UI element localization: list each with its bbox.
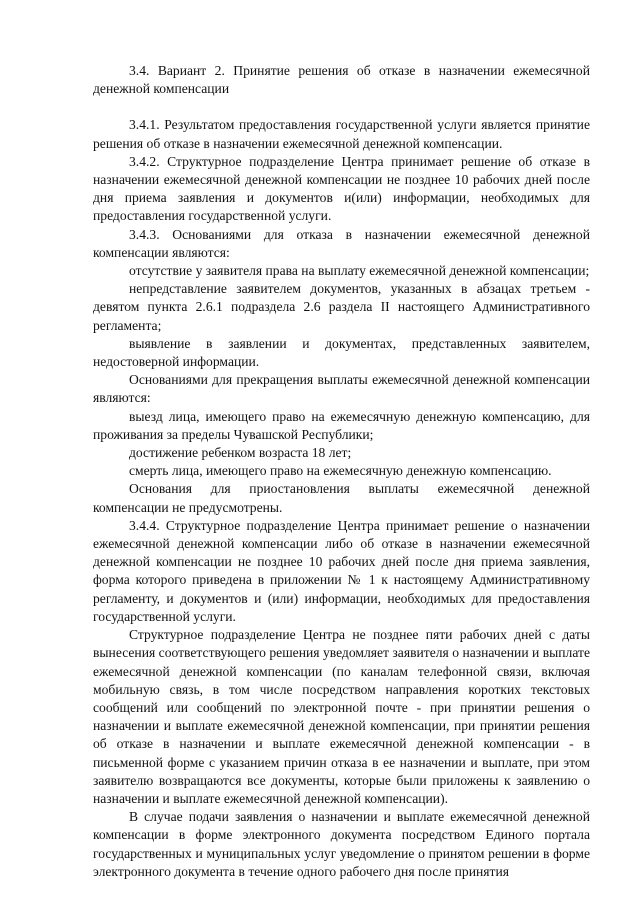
- electronic-notification-paragraph: В случае подачи заявления о назначении и выплате ежемесячной денежной компенсации в форме электронного документа посредством Единого портала государственных и муниципальных услуг уведомление о принятом решении в форме электронного документа в течение одного рабочего дня после принятия: [93, 809, 590, 879]
- paragraph-3-4-4: 3.4.4. Структурное подразделение Центра принимает решение о назначении ежемесячной денежной компенсации либо об отказе в назначении ежемесячной денежной компенсации не позднее 10 рабочих дней после дня приема заявления, форма которого приведена в приложении № 1 к настоящему Административному регламенту, и документов и (или) информации, необходимых для предоставления государственной услуги.: [93, 517, 590, 624]
- paragraph-3-4-3: 3.4.3. Основаниями для отказа в назначении ежемесячной денежной компенсации являются:: [93, 226, 590, 260]
- refusal-ground-2: непредставление заявителем документов, указанных в абзацах третьем - девятом пункта 2.6.1 подраздела 2.6 раздела II настоящего Административного регламента;: [93, 281, 590, 333]
- termination-ground-2: достижение ребенком возраста 18 лет;: [129, 445, 352, 461]
- notification-paragraph: Структурное подразделение Центра не позднее пяти рабочих дней с даты вынесения соответствующего решения уведомляет заявителя о назначении и выплате ежемесячной денежной компенсации (по каналам телефонной связи, включая мобильную связь, в том числе посредством направления коротких текстовых сообщений или сообщений по электронной почте - при принятии решения о назначении и выплате ежемесячной денежной компенсации, при принятии решения об отказе в назначении и выплате ежемесячной денежной компенсации - в письменной форме с указанием причин отказа в ее назначении и выплате, при этом заявителю возвращаются все документы, которые были приложены к заявлению о назначении и выплате ежемесячной денежной компенсации).: [93, 627, 590, 806]
- paragraph-3-4-2: 3.4.2. Структурное подразделение Центра принимает решение об отказе в назначении ежемесячной денежной компенсации не позднее 10 рабочих дней после дня приема заявления и документов и(или) информации, необходимых для предоставления государственной услуги.: [93, 153, 590, 224]
- refusal-ground-3: выявление в заявлении и документах, представленных заявителем, недостоверной информации.: [93, 335, 590, 370]
- termination-grounds-intro: Основаниями для прекращения выплаты ежемесячной денежной компенсации являются:: [93, 372, 590, 406]
- termination-ground-3: смерть лица, имеющего право на ежемесячную денежную компенсацию.: [129, 463, 552, 479]
- suspension-grounds: Основания для приостановления выплаты ежемесячной денежной компенсации не предусмотрены.: [93, 481, 590, 515]
- paragraph-3-4-1: 3.4.1. Результатом предоставления государственной услуги является принятие решения об отказе в назначении ежемесячной денежной компенсации.: [93, 117, 590, 151]
- termination-ground-1: выезд лица, имеющего право на ежемесячную денежную компенсацию, для проживания за пределы Чувашской Республики;: [93, 408, 590, 442]
- document-body: [93, 62, 590, 881]
- section-heading: 3.4. Вариант 2. Принятие решения об отказе в назначении ежемесячной денежной компенсации: [93, 63, 590, 97]
- refusal-ground-1: отсутствие у заявителя права на выплату ежемесячной денежной компенсации;: [129, 263, 590, 279]
